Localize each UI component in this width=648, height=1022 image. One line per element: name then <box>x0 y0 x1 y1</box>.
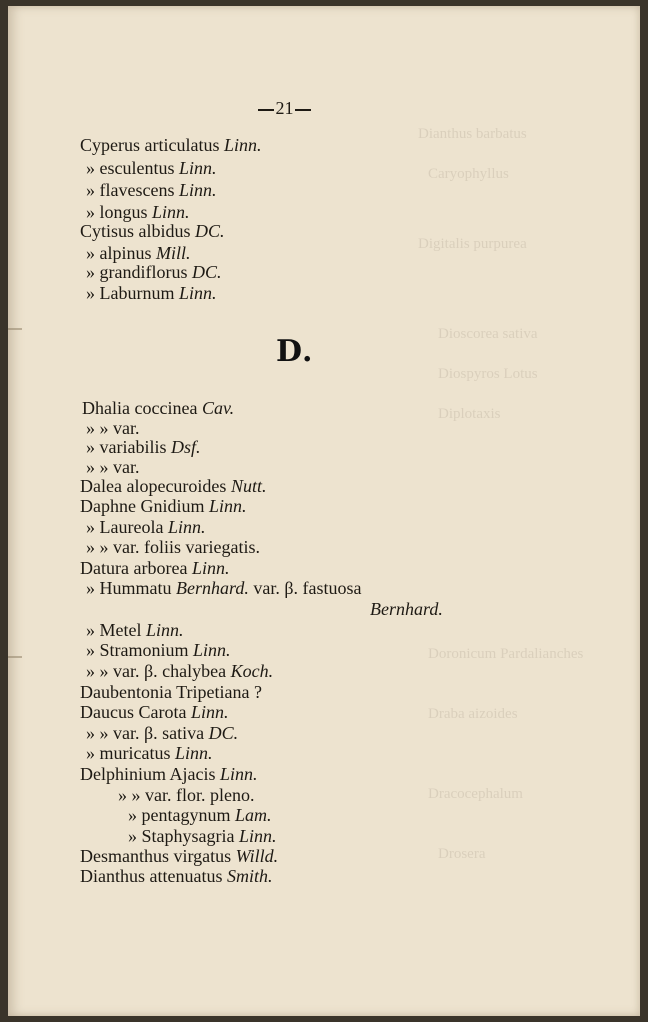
entry-name: » grandiflorus <box>86 262 188 282</box>
show-through-text: Draba aizoides <box>428 706 518 722</box>
show-through-text: Caryophyllus <box>428 166 509 182</box>
entry-author: Bernhard. <box>370 599 443 619</box>
show-through-text: Diplotaxis <box>438 406 501 422</box>
entry-name: » Stramonium <box>86 640 189 660</box>
page-edge-mark <box>8 328 22 330</box>
entry-line <box>80 477 266 495</box>
entry-line <box>80 136 261 154</box>
entry-name: » Laburnum <box>86 283 175 303</box>
entry-name: Cyperus articulatus <box>80 135 220 155</box>
entry-author: Bernhard. <box>176 578 249 598</box>
entry-name: » Laureola <box>86 517 164 537</box>
entry-author: Nutt. <box>230 476 267 496</box>
entry-line <box>82 399 234 417</box>
entry-author: Linn. <box>174 743 213 763</box>
entry-line <box>118 786 254 804</box>
entry-line <box>80 847 278 865</box>
entry-name: » » var. <box>86 457 140 477</box>
entry-name: Daubentonia Tripetiana ? <box>80 682 262 702</box>
entry-name: » muricatus <box>86 743 171 763</box>
entry-name: Daucus Carota <box>80 702 187 722</box>
entry-line <box>80 703 228 721</box>
entry-name: » esculentus <box>86 158 175 178</box>
entry-line <box>86 181 216 199</box>
entry-line <box>86 438 201 456</box>
entry-author: Koch. <box>230 661 274 681</box>
entry-author: Linn. <box>191 558 230 578</box>
entry-name: » pentagynum <box>128 805 231 825</box>
entry-author: DC. <box>191 262 222 282</box>
entry-author: Linn. <box>208 496 247 516</box>
entry-line <box>80 867 273 885</box>
entry-author: Linn. <box>178 283 217 303</box>
entry-name: » Hummatu <box>86 578 172 598</box>
entry-line <box>86 458 140 476</box>
entry-name: » » var. β. chalybea <box>86 661 227 681</box>
entry-line <box>80 497 247 515</box>
entry-author: Linn. <box>219 764 258 784</box>
entry-name: » » var. β. sativa <box>86 723 205 743</box>
show-through-text: Doronicum Pardalianches <box>428 646 584 662</box>
show-through-text: Drosera <box>438 846 486 862</box>
entry-name: » » var. foliis variegatis. <box>86 537 260 557</box>
entry-line <box>86 641 231 659</box>
entry-author: Willd. <box>235 846 279 866</box>
entry-variety: var. β. fastuosa <box>248 578 362 598</box>
entry-line <box>80 765 258 783</box>
entry-name: Delphinium Ajacis <box>80 764 216 784</box>
entry-author: Mill. <box>156 243 191 263</box>
entry-author: Linn. <box>167 517 206 537</box>
entry-author: Dsf. <box>170 437 201 457</box>
entry-line <box>86 538 260 556</box>
entry-name: » » var. flor. pleno. <box>118 785 255 805</box>
entry-author: Linn. <box>238 826 277 846</box>
entry-author: Smith. <box>226 866 273 886</box>
entry-line <box>80 559 229 577</box>
entry-author: Linn. <box>146 620 184 640</box>
entry-line <box>86 244 191 262</box>
page-edge-mark <box>8 656 22 658</box>
show-through-text: Dioscorea sativa <box>438 326 538 342</box>
book-page <box>8 6 640 1016</box>
entry-line <box>86 579 361 597</box>
entry-name: Cytisus albidus <box>80 221 191 241</box>
entry-line <box>370 600 443 618</box>
entry-author: Lam. <box>234 805 272 825</box>
entry-author: Linn. <box>152 202 190 222</box>
entry-name: Daphne Gnidium <box>80 496 205 516</box>
entry-name: » » var. <box>86 418 140 438</box>
entry-name: Dhalia coccinea <box>82 398 198 418</box>
entry-name: Dianthus attenuatus <box>80 866 223 886</box>
entry-name: » Metel <box>86 620 142 640</box>
entry-name: Desmanthus virgatus <box>80 846 232 866</box>
entry-line <box>86 518 205 536</box>
entry-author: Linn. <box>178 180 217 200</box>
entry-name: Dalea alopecuroides <box>80 476 227 496</box>
section-letter: D. <box>276 334 314 369</box>
entry-name: » variabilis <box>86 437 167 457</box>
entry-line <box>86 419 140 437</box>
show-through-text: Digitalis purpurea <box>418 236 527 252</box>
entry-line <box>80 683 262 701</box>
show-through-text: Dracocephalum <box>428 786 523 802</box>
entry-name: » alpinus <box>86 243 152 263</box>
entry-name: Datura arborea <box>80 558 188 578</box>
page-number <box>258 98 311 119</box>
entry-author: Linn. <box>223 135 262 155</box>
entry-name: » flavescens <box>86 180 175 200</box>
entry-line <box>86 724 238 742</box>
entry-line <box>86 621 184 639</box>
entry-line <box>128 827 277 845</box>
entry-line <box>86 284 217 302</box>
entry-name: » longus <box>86 202 148 222</box>
entry-line <box>80 222 225 240</box>
entry-author: Linn. <box>193 640 231 660</box>
entry-line <box>86 263 222 281</box>
entry-author: DC. <box>195 221 225 241</box>
entry-line <box>128 806 272 824</box>
entry-line <box>86 203 190 221</box>
entry-author: Linn. <box>178 158 217 178</box>
entry-line <box>86 662 273 680</box>
entry-name: » Staphysagria <box>128 826 235 846</box>
show-through-text: Dianthus barbatus <box>418 126 527 142</box>
entry-line <box>86 159 217 177</box>
show-through-text: Diospyros Lotus <box>438 366 538 382</box>
entry-author: Linn. <box>190 702 229 722</box>
entry-line <box>86 744 213 762</box>
entry-author: DC. <box>208 723 239 743</box>
page-number-text: 21 <box>275 98 294 118</box>
entry-author: Cav. <box>201 398 235 418</box>
